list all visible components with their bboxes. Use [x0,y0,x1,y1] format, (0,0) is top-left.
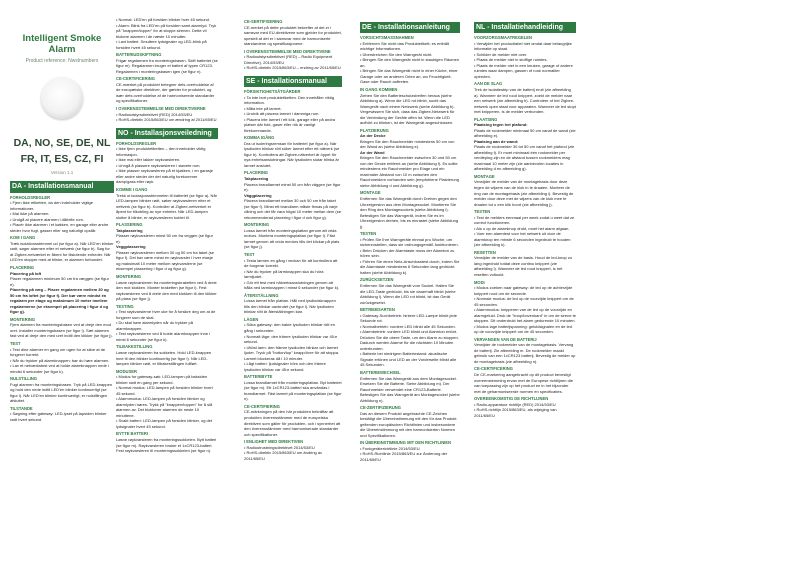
paragraph: • Ikke fjern produktetiketten – den inneholder viktig informasjon. [116,146,206,157]
paragraph: • Gateway-Suchbetrieb: hintere LED-Lampe blinkt jede Sekunde rot. [360,312,458,324]
paragraph: • Radioutstyrsdirektivet (RED) – Radio Equipment Directive), 2014/53/EU [244,54,333,65]
paragraph: • Radioudstyrsdirektivet (RED) 2014/53/EU [116,111,193,117]
paragraph: De CE-markering aangebracht op dit product bevestigt overeenstemming ervan met de Europese richtlijnen die van toepassing zijn op het product en in het bijzonder met de geharmoniseerde normen en specificaties. [474,372,573,394]
paragraph: • RoHS-direktiv 2015/863/EU om ændring af 2011/65/EU [116,117,217,123]
paragraph: Fugt alarmen fra monteringsbasen. Tryk på LED-knappen og hold den nede indtil LED'en blinker kontinuerligt (se figur l). Når LED'en blinker kontinuerligt, er nulstillingen afsluttet. [10,381,113,404]
paragraph: Lossa larmet från monteringsplattan genom att vrida moturs. Montera monteringsplattan (se figur i). Fäst larmet genom att vrida medurs tills det klickar på plats (se figur j). [244,227,340,250]
subsection-title: Placering på væg – Placer regalarmen mellem 30 og 50 cm fra loftet (se figur f). Der bør være mindst én regalarm per etage og maksimum 10 meter imellem regalarmerne (se eksempel på placering i figur d og figur g). [10,287,109,315]
paragraph: • Bringen Sie den Warngerät nicht in staubigen Räumen an. [360,57,460,68]
subsection-title: An der Wand [360,149,385,155]
section-title: BETRIEBSARTEN [360,307,395,313]
paragraph: • Verwijder het productlabel niet omdat daar belangrijke informatie op staat. [474,40,572,52]
section-title: BATTERIBYTE [244,374,273,380]
column-4 [360,17,460,463]
language-codes [10,135,114,168]
paragraph: • Batterie bei niedrigem Batteriestand: akustische Signale ertönen und LED an der Vorderseite blinkt alle 45 Sekunden. [360,351,457,368]
paragraph: • Måla inte på larmet. [244,105,282,111]
paragraph: CE-mærket på produktet betegner dets overholdelse af de europæiske direktiver, der gælder for produktet, og især dets overholdelse af de harmoniserede standarder og specifikationer. [116,81,215,104]
section-title: PLAATSING [474,116,498,122]
paragraph: • Gör ett test med nätverksanslutningen genom att hålla ned larmknappen i minst 6 sekunder (se figur k). [244,279,340,291]
paragraph: • Plaats de melder niet in een keuken, garage of andere ruimtes waar dampen, gassen of rook normaliter optreden. [474,62,573,79]
paragraph: • Modus zoeken naar gateway: de led op de achterzijde knippert rood om de seconde. [474,285,573,296]
paragraph: • Du skal høre alarmlyden når du trykker på alarmknappen. [116,320,193,331]
subsection-title: Takplacering [244,176,269,182]
subsection-title: Plaatsing aan de wand: [474,138,519,144]
paragraph: • Entfernen Sie nicht das Produktetikett; es enthält wichtige Informationen. [360,40,450,52]
section-title: CE-CERTIFIERING [244,403,280,409]
section-title: I ENLIGHET MED DIREKTIVEN [244,439,304,445]
paragraph: Trekk ut isolasjonsstrimmelen til batteriet (se figur a). Når LED-lampen blinker rødt, søker røykvarsleren etter et nettverk (se figur b). Kontroller at Zigbee-nettverket er åpent for tilkobling av nye enheter. Når LED-lampen slutter å blinke, er røykvarsleren koblet til. [116,192,217,220]
paragraph: Trek de isolatiestrip van de batterij eruit (zie afbeelding a). Wanneer de led rood knippert, zoekt de melder naar een netwerk (zie afbeelding b). Controleer of het Zigbee-netwerk open staat voor apparaten. Wanneer de led stopt met knipperen, is de melder verbonden. [474,86,576,115]
section-title: FÖRSIKTIGHETSÅTGÄRDER [244,88,301,94]
section-title: MONTAGE [360,190,381,196]
paragraph: • Alarmbetrieb: vordere LED blinkt und Alarmton ertönt. Drücken Sie die obere Taste, um den Alarm zu stoppen. Dadurch werden Alarme für die nächsten 10 Minuten unterbunden. [360,329,459,351]
paragraph: Fjern alarmen fra monteringsbasen ved at dreje den mod uret. Installer monteringsbasen (se figur i). Sæt alarmen fast ved at dreje den med uret indtil den klikker (se figur j). [10,322,113,339]
section-title: BATTERIEWECHSEL [360,369,401,375]
section-title: FORHOLDSREGLER [10,194,51,200]
section-title: BYTTE BATTERI [116,431,148,437]
paragraph: • Normalbetrieb: vordere LED blinkt alle 45 Sekunden. [360,323,456,329]
section-title: CE-ZERTIFIZIERUNG [360,405,401,411]
column-1 [10,25,114,422]
paragraph: Entfernen Sie das Warngerät vom Sockel. Halten Sie die LED-Taste gedrückt, bis sie dauerhaft blinkt (siehe Abbildung l). Wenn die LED rot blinkt, ist das Gerät zurückgesetzt. [360,283,456,305]
paragraph: • Funkgeräterichtlinie 2014/53/EU [360,445,420,451]
paragraph: Bringen Sie den Rauchmelder mindestens 50 cm von der Wand an (siehe Abbildung e). [360,138,455,150]
paragraph: • Normale modus: de led op de voorzijde knippert om de 45 seconden. [474,296,574,307]
paragraph: • Lavt batteri: Smuttere lydsignaler og LED-blink på forsiden hvert 45 sekund. [116,39,207,50]
section-title: MONTERING [10,316,36,322]
paragraph: Plasser røykvarsleren minst 50 cm fra veggen (se figur e). [116,233,213,244]
paragraph: • Lågt batteri: ljudsignaler hörs och den främre lysdioden blinkar var 45:e sekund. [244,361,326,372]
column-3 [244,17,342,461]
paragraph: • Normal modus: LED-lampen på forsiden blinker hvert 45 sekund. [116,385,213,396]
paragraph: • Ta inte bort produktetiketten. Den innehåller viktig information. [244,94,335,106]
section-title: ZURÜCKSETZEN [360,277,394,283]
section-title: TESTING [116,303,134,309]
paragraph: • Undgå at placere alarmen i dårlelte rum. [10,216,84,222]
paragraph: • Mal ikke på alarmen. [10,211,50,217]
paragraph: Dra ut isoleringsremsan för batteriet (se figur a). När lysdioden blinkar rött söker larmet efter ett nätverk (se figur b). Kontrollera att Zigbee-nätverket är öppet för nya enhetsanslutningar. När lysdioden slutar blinka är larmet anslutet. [244,140,340,168]
paragraph: Lossa brandlarmet från monteringsplattan. Byt batteriet (se figur m). Ett 1xCR123-batteri ska användas i brandlarmet. Fäst larmet på monteringsplattan (se figur n). [244,379,342,402]
paragraph: Plaats de rookmelder minimaal 50 cm vanaf de wand (zie afbeelding e). [474,127,576,139]
paragraph: • Ikke mal eller lakker røykvarsleren. [116,157,181,163]
section-title: TEST [244,251,255,257]
paragraph: Placera brandlarmet minst 50 cm från väggen (se figur e). [244,181,341,193]
version-label: Version 1.1 [50,170,74,176]
section-title: MONTERING [244,222,270,228]
paragraph: • Radio-apparatuur richtlijn (RED) 2014/53/EU [474,401,556,407]
paragraph: Plaats de rookmelder 30 tot 50 cm vanaf het plafond (zie afbeelding f). Er moet minimaal één rookmelder per verdieping zijn en de afstand tussen rookmelders mag maximaal 10 meter zijn (zie aanbevolen locaties in afbeelding d en afbeelding g). [474,144,575,172]
paragraph: • Svakt batteri: LED-lampen på forsiden blinker, og det lydsignaler hvert 45 sekund. [116,418,213,429]
paragraph: • Schilder de melder niet over. [474,51,528,57]
paragraph: • Bringen Sie das Warngerät nicht in einer Küche, einer Garage oder an anderen Orten an, wo Feuchtigkeit, Gase oder Rauch auftreten. [360,68,458,85]
paragraph: CE-märkningen på den här produkten bekräftar att produkten överensstämmer med de europeiska direktiven som gäller för produkten, och i synnerhet att den överensstämmer med harmoniserade standarder och specifikationer. [244,409,341,437]
paragraph: • Utlöst larm: den främre lysdioden blinkar och larmet ljuder. Tryck på "button/top" knapp/övre för att stoppa. Larmet blockeras då i 10 minuter. [244,344,340,361]
section-title: KOM I GANG [10,235,36,241]
language-codes-line-2: FR, IT, ES, CZ, FI [20,152,104,165]
section-title: CE-CERTIFICERING [474,366,513,372]
paragraph: Entfernen Sie das Warngerät aus dem Montagesockel. Ersetzen Sie die Batterie. Siehe Abbildung m). Der Rauchmelder verwendet eine CR123-Batterie. Befestigen Sie das Warngerät am Montagesockel (siehe Abbildung n). [360,375,460,403]
section-title: TEST [10,340,21,346]
subsection-title: An der Decke [360,133,386,139]
paragraph: • Test dine alarmer en gang om ugen for at sikre at de fungerer korrekt. [10,346,106,358]
section-title: ÅTERSTÄLLNING [244,292,279,298]
column-5 [474,17,576,418]
paragraph: • RoHS-direktiv 2015/863/EU – endring av 2011/65/EU [244,65,341,71]
section-title: MODUSER [116,368,137,374]
paragraph: • Alarmmodus: LED-lampen på forsiden blinker og alarmlyden høres. Trykk på "knappen/toppen" for å slå alarmen av. Det blokkerer alarmen de neste 10 minuttene. [116,396,213,418]
section-title: TESTEN [360,231,377,237]
paragraph: • Normalt läge: den främre lysdioden blinkar var 45:e sekund. [244,333,338,345]
paragraph: Das an diesem Produkt angebrachte CE-Zeichen bestätigt die Übereinstimmung mit den für das Produkt geltenden europäischen Richtlinien und insbesondere die Übereinstimmung mit den harmonisierten Normen und Spezifikationen. [360,410,457,438]
paragraph: • Alarm: Blink fra LED'en på forsiden samt alarmlyd. Tryk på "knappen/topper" for at stoppe sirenen. Dette vil blokere alarmen i de næste 10 minutter. [116,22,217,39]
paragraph: • RoHS-richtlijn 2015/863/EU, als wijziging van 2011/65/EU [474,407,557,418]
paragraph: Løsne røykvarsleren fra sokkelen. Hold LED-knappen inne til den blinker kontinuerlig (se figur l). Når LED-lampen blinker rødt, er tilbakestillingen fullført. [116,350,212,367]
subsection-title: Väggplacering [244,192,272,198]
paragraph: • Radioutrustningsdirektivet 2014/53/EU [244,444,315,450]
section-title: BATTERIUDSKIFTNING [116,52,162,58]
paragraph: • RoHS-direktiv 2015/863/EU om ändring av 2011/65/EU [244,450,323,461]
section-title: TESTEN [474,209,491,215]
paragraph: • Test røykvarsleren ved å holde alarmknappen inne i minst 6 sekunder (se figur k). [116,331,211,342]
section-header: DE - Installationsanleitung [360,22,460,33]
paragraph: • Voer een alarmtest voor het netwerk uit door de alarmknop ten minste 6 seconden ingedrukt te houden (zie afbeelding k). [474,231,571,248]
paragraph: • Überstreichen Sie den Warngerät nicht. [360,51,433,57]
paragraph: Løsne røykvarsleren fra monteringsbraketten ved å dreie den mot klokken. Monter braketten (se figur i). Fest røykvarsleren ved å dreie den med klokken til den klikker på plass (se figur j). [116,279,217,302]
paragraph: Placer regalarmen minimum 50 cm fra væggen (se figur e). [10,276,109,287]
paragraph: Placera brandlarmet mellan 30 och 50 cm från taket (se figur f). Minst ett brandlarm måste finnas på varje våning och det får vara högst 10 meter mellan dem (se rekommenderad placering i figur d och figur g). [244,198,341,220]
section-title: VOORZORGSMAATREGELEN [474,35,532,41]
cover-title: Intelligent Smoke Alarm [22,33,102,56]
column-1-body [10,181,114,422]
paragraph: • Lav et netværkstest ved at holde alarmknappen nede i mindst 6 sekunder (se figur k). [10,363,109,374]
section-title: OVEREENKOMSTIG DE RICHTLIJNEN [474,396,549,402]
section-title: AAN DE SLAG [474,81,503,87]
paragraph: Verwijder de rookmelder van de montagebasis. Vervang de batterij. Zie afbeelding m. De rookmelder maakt gebruik van een 1xCR123 batterij. Bevestig de melder op de montagebasis (zie afbeelding n). [474,342,576,364]
section-title: NULSTILLING [10,376,38,382]
section-title: I OVERENSSTEMMELSE MED DIREKTIVERNE [116,105,206,111]
paragraph: CE-merket på dette produktet bekrefter at det er i samsvar med EU-direktivene som gjelder for produktet, spesielt at det er i samsvar med de harmoniserte standardene og spesifikasjonene. [244,24,342,47]
paragraph: Løsne røykvarsleren fra monteringssokkelen. Bytt batteri (se figur m). Røykvarsleren bruker et 1xCR123-batteri. Fest røykvarsleren til monteringssokkelen (se figur n). [116,437,217,454]
section-title: FORHOLDSREGLER [116,140,157,146]
section-title: TILSTANDE [10,405,33,411]
paragraph: Træk isolationsstrimmel ud (se figur a). Når LED'en blinker rødt, søger alarmen efter et netværk (se figur b). Søg for at Zigbee-netværket er åbent for tilslutende enheder. Når LED'en stopper med at blinke, er alarmen forbundet. [10,240,114,263]
column-2 [116,17,218,454]
section-title: CE-CERTIFICERING [116,76,155,82]
paragraph: Bringen Sie den Rauchmelder zwischen 30 und 50 cm von der Decke entfernt an (siehe Abbildung f). Es sollte mindestens ein Rauchmelder pro Etage und ein maximaler Abstand von 10 m zwischen den Rauchmeldern vorhanden sein (empfohlene Platzierung siehe Abbildung d und Abbildung g). [360,155,459,188]
language-codes-line-1: DA, NO, SE, DE, NL [13,136,111,149]
section-title: PLACERING [10,264,35,270]
section-title: PLATZIERUNG [360,127,389,133]
paragraph: Entfernen Sie das Warngerät durch Drehen gegen den Uhrzeigersinn aus dem Montagesockel. Montieren Sie den Ring des Montagesockels (siehe Abbildung i). Befestigen Sie das Warngerät, indem Sie es im Uhrzeigersinn drehen, bis es einrastet (siehe Abbildung j). [360,196,459,229]
paragraph: • Führen Sie einen Netz-Anschlusstest durch, indem Sie die Alarmtaste mindestens 6 Sekunden lang gedrückt halten (siehe Abbildung k). [360,258,460,275]
paragraph: • Als u op de alarmknop drukt, moet het alarm afgaan. [474,225,570,231]
section-title: I OVERENSSTEMMELSE MED DIREKTIVENE [244,48,331,54]
paragraph: • Modus lage batterijspanning: geluidsignalen en de led op de voorzijde knippert om de 45 seconden. [474,323,572,335]
paragraph: • Fjern ikke etiketten, da den indeholder vigtige informationer. [10,200,94,211]
paragraph: Verwijder de melder van de basis. Houd de led-knop zo lang ingedrukt totdat deze continu knippert (zie afbeelding l). Wanneer de led rood knippert, is het resetten voltooid. [474,255,573,277]
paragraph: • Alarmmodus: knipperen van de led op de voorzijde en alarmgeluid. Druk de "knop/bovenkant" in om de sirene te stoppen. Dit onderdrukt het alarm gedurende 10 minuten. [474,307,576,324]
paragraph: Frigør regalarmen fra monteringsbasen. Skift batteriet (se figur m). Regalarmen bruger et batteri af typen CR123. Regalarmen i monteringsbasen igen (se figur n). [116,57,218,74]
paragraph: • Normal: LED'en på forsiden blinker hver 45 sekund. [116,17,210,22]
section-header: SE - Installationsmanual [244,76,342,87]
subsection-title: Takplassering [116,227,143,233]
paragraph: • Placera inte larmet i ett kök, garage eller på andra platser där fukt, gaser eller rök är vanligt förekommande. [244,116,336,133]
paragraph: Ziehen Sie den Batterieschutzstreifen heraus (siehe Abbildung a). Wenn die LED rot blinkt, sucht das Warngerät nach einem Netzwerk (siehe Abbildung b). Vergewissern Sie sich, dass das Zigbee-Netzwerk für die Verbindung der Geräte offen ist. Wenn die LED aufhört zu blinken, ist der Warngerät angeschlossen. [360,92,455,126]
paragraph: • Ikke plasser røykvarsleren på et kjøkken, i en garasje eller andre steder der det naturlig forekommer damp/gass eller røyk. [116,168,213,185]
section-title: CE-SERTIFISERING [244,19,283,24]
subsection-title: Veggplassering [116,244,146,250]
subsection-title: Placering på loft [10,270,42,276]
paragraph: • Test røykvarslerne hver uke for å forsikre deg om at de fungerer som de skal. [116,309,216,320]
paragraph: • Unngå å plassere røykvarsleren i støvete rom. [116,162,201,168]
paragraph: • Undvik att placera larmet i dammiga rum. [244,111,320,117]
paragraph: • Test de melders eenmaal per week zodat u weet dat ze correct functioneren. [474,214,575,226]
paragraph: • RoHS-Richtlinie 2015/863/EU zur Änderung der 2011/65/EU [360,451,448,462]
section-title: KOMMA IGÅNG [244,135,275,141]
paragraph: • Placér ikke alarmen i et køkken, en garage eller andre steder hvor fugt, gasser eller røg naturligt opstår. [10,222,109,233]
paragraph: Lossa larmet från plattan. Håll ned lysdiodsknappen tills den blinkar oavbrutet (se figur l). När lysdioden blinkar rött är återställningen klar. [244,298,336,315]
section-title: RESETTEN [474,249,496,255]
cover-subtitle: Product reference: Nwslnumbers [25,57,99,64]
section-title: PLACERING [244,170,269,176]
paragraph: • Prüfen Sie Ihre Warngeräte einmal pro Woche, um sicherzustellen, dass sie ordnungsgemäß funktionieren. [360,236,459,248]
paragraph: • Plaats de melder niet in stoffige ruimtes. [474,57,548,63]
section-title: MONTAGE [474,173,495,179]
paragraph: Plasser røykvarsleren mellom 30 og 50 cm fra taket (se figur f). Det bør være minst én røykvarsler i hver etasje og maksimalt 10 meter mellom røykvarslerne (se eksempel plassering i figur d og figur g). [116,249,215,272]
section-title: MODI [474,279,485,285]
section-title: TILBAKESTILLING [116,344,153,350]
section-title: MONTERING [116,273,142,279]
section-header: NL - Installatiehandleiding [474,22,576,33]
smoke-alarm-image [41,77,83,119]
section-title: PLASSERING [116,222,143,228]
paragraph: • Søgning efter gateway: LED-lyset på lapsiden blinker rødt hvert sekund. [10,411,107,422]
paragraph: • Når du trykker på alarmknappen: bør du høre alarmen. [10,357,110,363]
section-title: VORSICHTSMASSNAHMEN [360,35,414,41]
section-title: IN ÜBEREINSTIMMUNG MIT DEN RICHTLINIEN [360,440,451,446]
section-title: IN GANG KOMMEN [360,86,398,92]
section-title: LÄGEN [244,316,259,322]
section-header: DA - Installationsmanual [10,181,114,192]
paragraph: • Beim Drücken der Alarmtaste muss der Alarmton zu hören sein. [360,247,455,259]
paragraph: • När du trycker på larmknappen ska du höra larmljudet. [244,268,324,280]
paragraph: • Testa larmen en gång i veckan för att kontrollera att de fungerar korrekt. [244,257,338,269]
paragraph: Verwijder de melder van de montagebasis door deze tegen de wijzers van de klok in te draaien. Monteer de ring van de montagebasis (zie afbeelding i). Bevestig de melder door deze met de wijzers van de klok mee te draaien tot u een klik hoort (zie afbeelding j). [474,179,574,207]
section-title: VERVANGEN VAN DE BATTERIJ [474,336,537,342]
section-header: NO - Installasjonsveiledning [116,128,218,139]
subsection-title: Plaatsing tegen het plafond: [474,122,528,128]
paragraph: • Söka gateway: den bakre lysdioden blinkar rött en gång i sekunden. [244,322,336,333]
section-title: KOMME I GANG [116,187,148,192]
paragraph: • Modus for gateway-søk: LED-lampen på baksiden blinker rødt én gang per sekund. [116,374,208,385]
